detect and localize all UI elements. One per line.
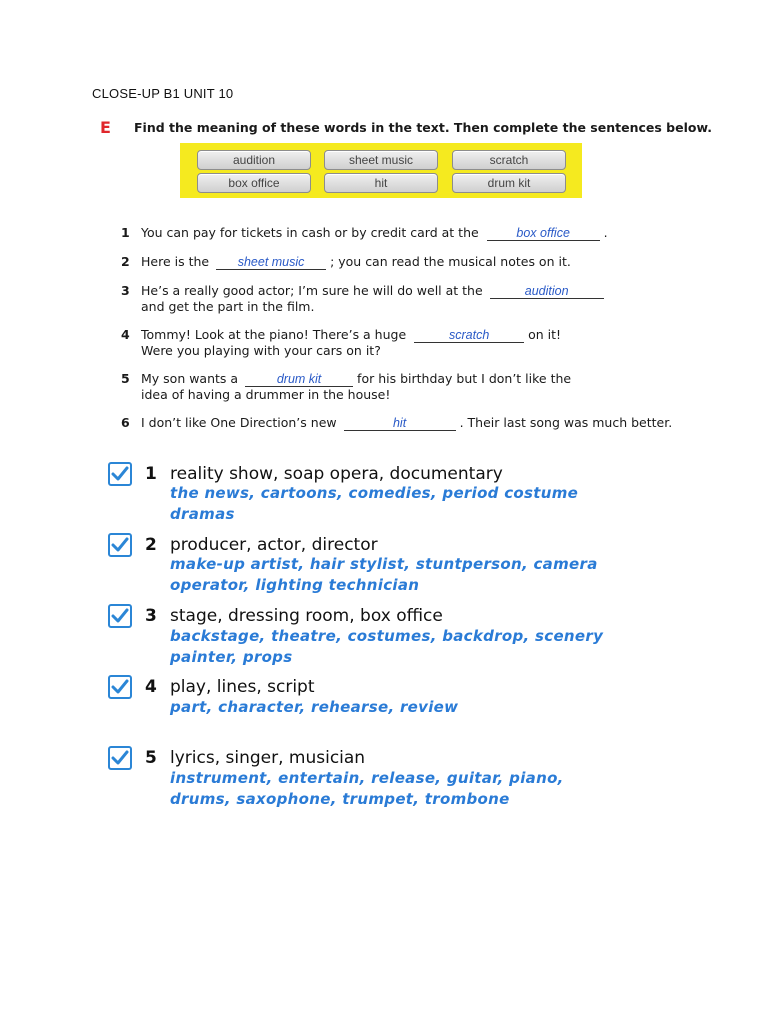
sentence-text: . Their last song was much better.	[459, 415, 673, 430]
category-heading: play, lines, script	[170, 677, 315, 697]
answer-line: backstage, theatre, costumes, backdrop, scenery	[170, 627, 604, 645]
sentence-text: idea of having a drummer in the house!	[141, 387, 391, 402]
sentence-5	[121, 371, 572, 403]
category-heading: stage, dressing room, box office	[170, 606, 443, 626]
word-chip: box office	[197, 173, 311, 193]
category-heading: reality show, soap opera, documentary	[170, 464, 503, 484]
answer-line: instrument, entertain, release, guitar, piano,	[170, 769, 564, 787]
sentence-text: My son wants a	[141, 371, 239, 386]
page-header-title: CLOSE-UP B1 UNIT 10	[92, 86, 234, 101]
sentence-number: 4	[121, 327, 130, 342]
checkbox-checked-icon[interactable]	[108, 462, 132, 486]
word-chip: scratch	[452, 150, 566, 170]
answer-line: dramas	[170, 505, 235, 523]
sentence-text: for his birthday but I don’t like the	[357, 371, 572, 386]
sentence-6	[121, 415, 673, 431]
answer-blank: hit	[344, 416, 456, 431]
sentence-text: He’s a really good actor; I’m sure he will do well at the	[141, 283, 483, 298]
answer-blank: scratch	[414, 328, 524, 343]
sentence-text: on it!	[528, 327, 562, 342]
checkbox-checked-icon[interactable]	[108, 675, 132, 699]
checkbox-checked-icon[interactable]	[108, 746, 132, 770]
word-box	[180, 143, 582, 198]
sentence-3	[121, 283, 604, 315]
answer-line: operator, lighting technician	[170, 576, 420, 594]
checkbox-checked-icon[interactable]	[108, 604, 132, 628]
category-number: 3	[145, 606, 157, 626]
category-answers	[170, 626, 603, 668]
category-number: 5	[145, 748, 157, 768]
answer-line: painter, props	[170, 648, 293, 666]
sentence-1	[121, 225, 608, 241]
category-heading: lyrics, singer, musician	[170, 748, 366, 768]
sentence-number: 3	[121, 283, 130, 298]
sentence-number: 5	[121, 371, 130, 386]
answer-blank: box office	[487, 226, 600, 241]
exercise-instruction: Find the meaning of these words in the text. Then complete the sentences below.	[134, 120, 712, 135]
answer-line: drums, saxophone, trumpet, trombone	[170, 790, 510, 808]
answer-blank: sheet music	[216, 255, 326, 270]
sentence-text: and get the part in the film.	[141, 299, 315, 314]
sentence-text: .	[603, 225, 608, 240]
sentence-2	[121, 254, 571, 270]
category-heading: producer, actor, director	[170, 535, 378, 555]
category-answers	[170, 697, 458, 718]
checkbox-checked-icon[interactable]	[108, 533, 132, 557]
category-answers	[170, 554, 598, 596]
word-chip: hit	[324, 173, 438, 193]
answer-line: part, character, rehearse, review	[170, 698, 459, 716]
category-answers	[170, 768, 564, 810]
sentence-text: I don’t like One Direction’s new	[141, 415, 337, 430]
category-answers	[170, 483, 578, 525]
sentence-text: Tommy! Look at the piano! There’s a huge	[141, 327, 407, 342]
sentence-text: ; you can read the musical notes on it.	[330, 254, 571, 269]
sentence-number: 2	[121, 254, 130, 269]
category-number: 1	[145, 464, 157, 484]
category-number: 2	[145, 535, 157, 555]
exercise-letter: E	[100, 118, 111, 137]
sentence-text: Here is the	[141, 254, 210, 269]
answer-blank: audition	[490, 284, 604, 299]
sentence-text: You can pay for tickets in cash or by credit card at the	[141, 225, 479, 240]
sentence-4	[121, 327, 562, 359]
answer-line: the news, cartoons, comedies, period costume	[170, 484, 579, 502]
sentence-text: Were you playing with your cars on it?	[141, 343, 381, 358]
answer-blank: drum kit	[245, 372, 353, 387]
sentence-number: 1	[121, 225, 130, 240]
category-number: 4	[145, 677, 157, 697]
word-chip: audition	[197, 150, 311, 170]
sentence-number: 6	[121, 415, 130, 430]
word-chip: sheet music	[324, 150, 438, 170]
word-chip: drum kit	[452, 173, 566, 193]
answer-line: make-up artist, hair stylist, stuntperson, camera	[170, 555, 598, 573]
